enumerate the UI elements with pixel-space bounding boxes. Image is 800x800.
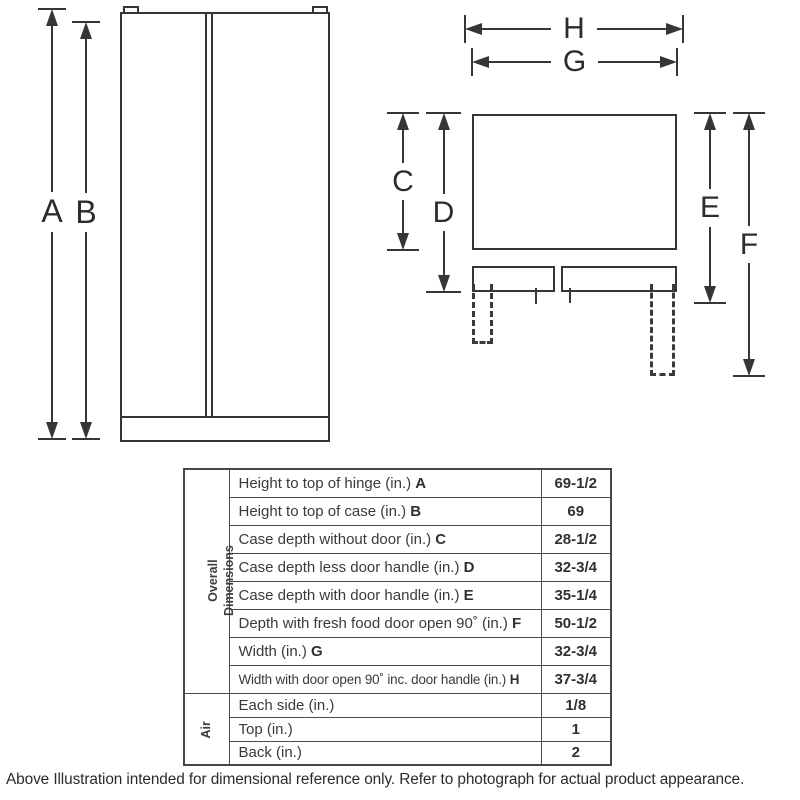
table-row xyxy=(184,665,611,693)
row-value: 50-1/2 xyxy=(541,609,611,637)
dim-label-d: D xyxy=(432,195,455,229)
row-label: Depth with fresh food door open 90˚ (in.) xyxy=(238,614,508,632)
arrowhead-up-icon xyxy=(743,113,755,130)
arrowhead-left-icon xyxy=(465,23,482,35)
dim-tick xyxy=(38,438,66,440)
arrowhead-down-icon xyxy=(80,422,92,439)
row-label: Top (in.) xyxy=(238,720,293,738)
row-label: Back (in.) xyxy=(238,744,302,762)
row-label: Each side (in.) xyxy=(238,696,335,714)
dim-label-b: B xyxy=(75,193,97,230)
row-value: 1/8 xyxy=(541,693,611,717)
dim-arrow-e xyxy=(694,112,726,304)
case-top-outline xyxy=(472,114,677,250)
fridge-hinge-left xyxy=(123,6,139,14)
handle-hidden-right xyxy=(650,284,675,376)
dim-arrow-g xyxy=(471,45,678,79)
handle-mark-right xyxy=(569,288,571,303)
handle-mark-left xyxy=(535,288,537,304)
arrowhead-down-icon xyxy=(438,275,450,292)
row-value: 32-3/4 xyxy=(541,637,611,665)
arrowhead-up-icon xyxy=(704,113,716,130)
arrowhead-up-icon xyxy=(397,113,409,130)
row-value: 1 xyxy=(541,717,611,741)
row-key: E xyxy=(463,586,474,604)
dim-label-g: G xyxy=(562,45,587,79)
dimensions-table xyxy=(183,468,612,766)
arrowhead-up-icon xyxy=(438,113,450,130)
table-row xyxy=(184,581,611,609)
dim-label-e: E xyxy=(699,191,720,225)
row-key: F xyxy=(512,614,522,632)
dim-tick xyxy=(426,291,461,293)
arrowhead-right-icon xyxy=(660,56,677,68)
group-overall-dimensions xyxy=(184,469,236,693)
row-value: 37-3/4 xyxy=(541,665,611,693)
dim-label-c: C xyxy=(392,164,414,198)
dim-tick xyxy=(733,375,765,377)
dim-tick xyxy=(387,249,419,251)
arrowhead-up-icon xyxy=(46,9,58,26)
arrowhead-down-icon xyxy=(397,233,409,250)
dim-tick xyxy=(682,15,684,43)
table-row xyxy=(184,553,611,581)
arrowhead-down-icon xyxy=(46,422,58,439)
row-value: 69 xyxy=(541,497,611,525)
row-label: Height to top of case (in.) xyxy=(238,502,407,520)
row-label: Case depth without door (in.) xyxy=(238,530,432,548)
arrowhead-down-icon xyxy=(743,359,755,376)
dim-tick xyxy=(72,438,100,440)
fridge-hinge-right xyxy=(312,6,328,14)
row-value: 2 xyxy=(541,741,611,765)
row-key: A xyxy=(415,474,427,492)
fridge-kickplate-line xyxy=(122,416,328,418)
table-row xyxy=(184,717,611,741)
dim-arrow-c xyxy=(387,112,419,251)
disclaimer-caption: Above Illustration intended for dimensional reference only. Refer to photograph for actual product appearance. xyxy=(6,771,745,788)
table-row xyxy=(184,497,611,525)
table-row xyxy=(184,609,611,637)
row-label: Width (in.) xyxy=(238,642,307,660)
group-label: Air xyxy=(198,720,213,739)
fridge-body xyxy=(120,12,330,442)
dim-tick xyxy=(676,48,678,76)
row-key: H xyxy=(509,671,520,687)
group-label: Overall Dimensions xyxy=(205,545,236,617)
table-row xyxy=(184,637,611,665)
fridge-door-split xyxy=(205,13,213,417)
dim-arrow-a xyxy=(38,8,66,440)
row-label: Width with door open 90˚ inc. door handle (in.) xyxy=(238,671,507,687)
row-label: Case depth with door handle (in.) xyxy=(238,586,460,604)
table-row xyxy=(184,693,611,717)
dim-tick xyxy=(694,302,726,304)
row-value: 69-1/2 xyxy=(541,469,611,497)
dim-arrow-h xyxy=(464,12,684,46)
dim-label-h: H xyxy=(563,12,585,46)
handle-hidden-left xyxy=(472,284,493,344)
dim-label-f: F xyxy=(739,227,759,261)
row-value: 35-1/4 xyxy=(541,581,611,609)
dim-label-a: A xyxy=(41,193,63,230)
row-key: B xyxy=(410,502,422,520)
row-value: 32-3/4 xyxy=(541,553,611,581)
row-label: Case depth less door handle (in.) xyxy=(238,558,460,576)
row-label: Height to top of hinge (in.) xyxy=(238,474,412,492)
group-air xyxy=(184,693,229,765)
arrowhead-left-icon xyxy=(472,56,489,68)
table-row xyxy=(184,525,611,553)
dim-arrow-f xyxy=(733,112,765,377)
arrowhead-right-icon xyxy=(666,23,683,35)
row-key: D xyxy=(463,558,475,576)
arrowhead-down-icon xyxy=(704,286,716,303)
table-row xyxy=(184,741,611,765)
dim-arrow-b xyxy=(72,21,100,440)
arrowhead-up-icon xyxy=(80,22,92,39)
row-key: G xyxy=(311,642,323,660)
dim-arrow-d xyxy=(426,112,461,293)
row-value: 28-1/2 xyxy=(541,525,611,553)
row-key: C xyxy=(435,530,447,548)
table-row xyxy=(184,469,611,497)
